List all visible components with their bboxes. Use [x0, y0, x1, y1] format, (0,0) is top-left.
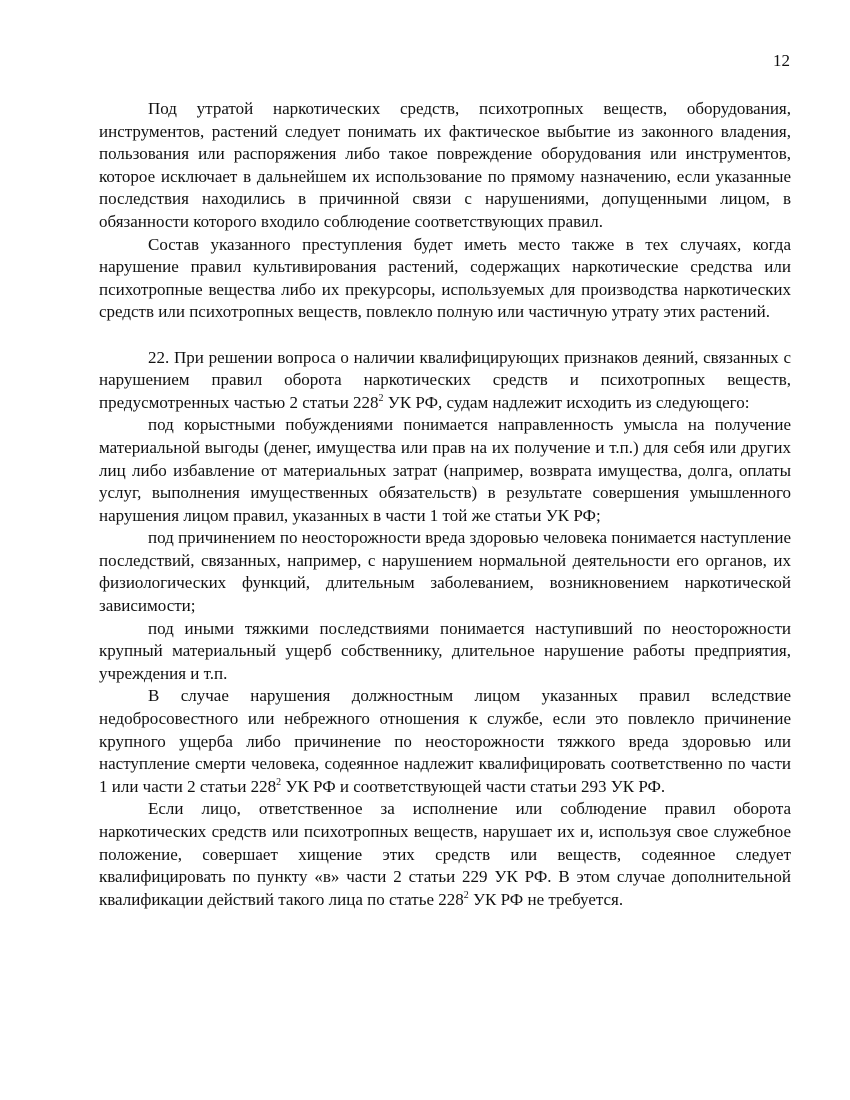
paragraph	[99, 685, 791, 798]
paragraph-text: 22. При решении вопроса о наличии квалифицирующих признаков деяний, связанных с нарушением правил оборота наркотических средств и психотропных веществ, предусмотренных частью 2 статьи 228	[99, 347, 791, 412]
paragraph-text: Состав указанного преступления будет иметь место также в тех случаях, когда нарушение правил культивирования растений, содержащих наркотические средства или психотропные вещества либо их прекурсоры, используемых для производства наркотических средств или психотропных веществ, повлекло полную или частичную утрату этих растений.	[99, 234, 791, 322]
paragraph	[99, 798, 791, 911]
paragraph	[99, 414, 791, 527]
superscript: 2	[378, 392, 384, 404]
paragraph-text: УК РФ и соответствующей части статьи 293 УК РФ.	[281, 776, 666, 796]
superscript: 2	[276, 776, 282, 788]
paragraph-text: под причинением по неосторожности вреда здоровью человека понимается наступление последствий, связанных, например, с нарушением нормальной деятельности его органов, их физиологических функций, длительным заболеванием, возникновением наркотической зависимости;	[99, 528, 791, 616]
paragraph	[99, 234, 791, 324]
paragraph-text: УК РФ не требуется.	[468, 889, 624, 909]
paragraph-text: под иными тяжкими последствиями понимается наступивший по неосторожности крупный материальный ущерб собственнику, длительное нарушение работы предприятия, учреждения и т.п.	[99, 618, 791, 683]
paragraph-text: под корыстными побуждениями понимается направленность умысла на получение материальной выгоды (денег, имущества или прав на их получение и т.п.) для себя или других лиц либо избавление от материальных затрат (например, возврата имущества, долга, оплаты услуг, выполнения имущественных обязательств) в результате совершения умышленного нарушения лицом правил, указанных в части 1 той же статьи УК РФ;	[99, 415, 791, 525]
paragraph	[99, 98, 791, 234]
document-body	[99, 98, 791, 911]
paragraph-text: В случае нарушения должностным лицом указанных правил вследствие недобросовестного или небрежного отношения к службе, если это повлекло причинение крупного ущерба либо причинение по неосторожности тяжкого вреда здоровью или наступление смерти человека, содеянное надлежит квалифицировать соответственно по части 1 или части 2 статьи 228	[99, 686, 791, 796]
superscript: 2	[463, 889, 469, 901]
paragraph	[99, 618, 791, 686]
paragraph-text: Если лицо, ответственное за исполнение или соблюдение правил оборота наркотических средств или психотропных веществ, нарушает их и, используя свое служебное положение, совершает хищение этих средств или веществ, содеянное следует квалифицировать по пункту «в» части 2 статьи 229 УК РФ. В этом случае дополнительной квалификации действий такого лица по статье 228	[99, 799, 791, 909]
page-number: 12	[773, 51, 790, 70]
paragraph-text: УК РФ, судам надлежит исходить из следующего:	[383, 392, 750, 412]
paragraph-text: Под утратой наркотических средств, психотропных веществ, оборудования, инструментов, растений следует понимать их фактическое выбытие из законного владения, пользования или распоряжения либо такое повреждение оборудования или инструментов, которое исключает в дальнейшем их использование по прямому назначению, если указанные последствия находились в причинной связи с нарушениями, допущенными лицом, в обязанности которого входило соблюдение соответствующих правил.	[99, 99, 791, 231]
paragraph	[99, 347, 791, 415]
paragraph	[99, 527, 791, 617]
